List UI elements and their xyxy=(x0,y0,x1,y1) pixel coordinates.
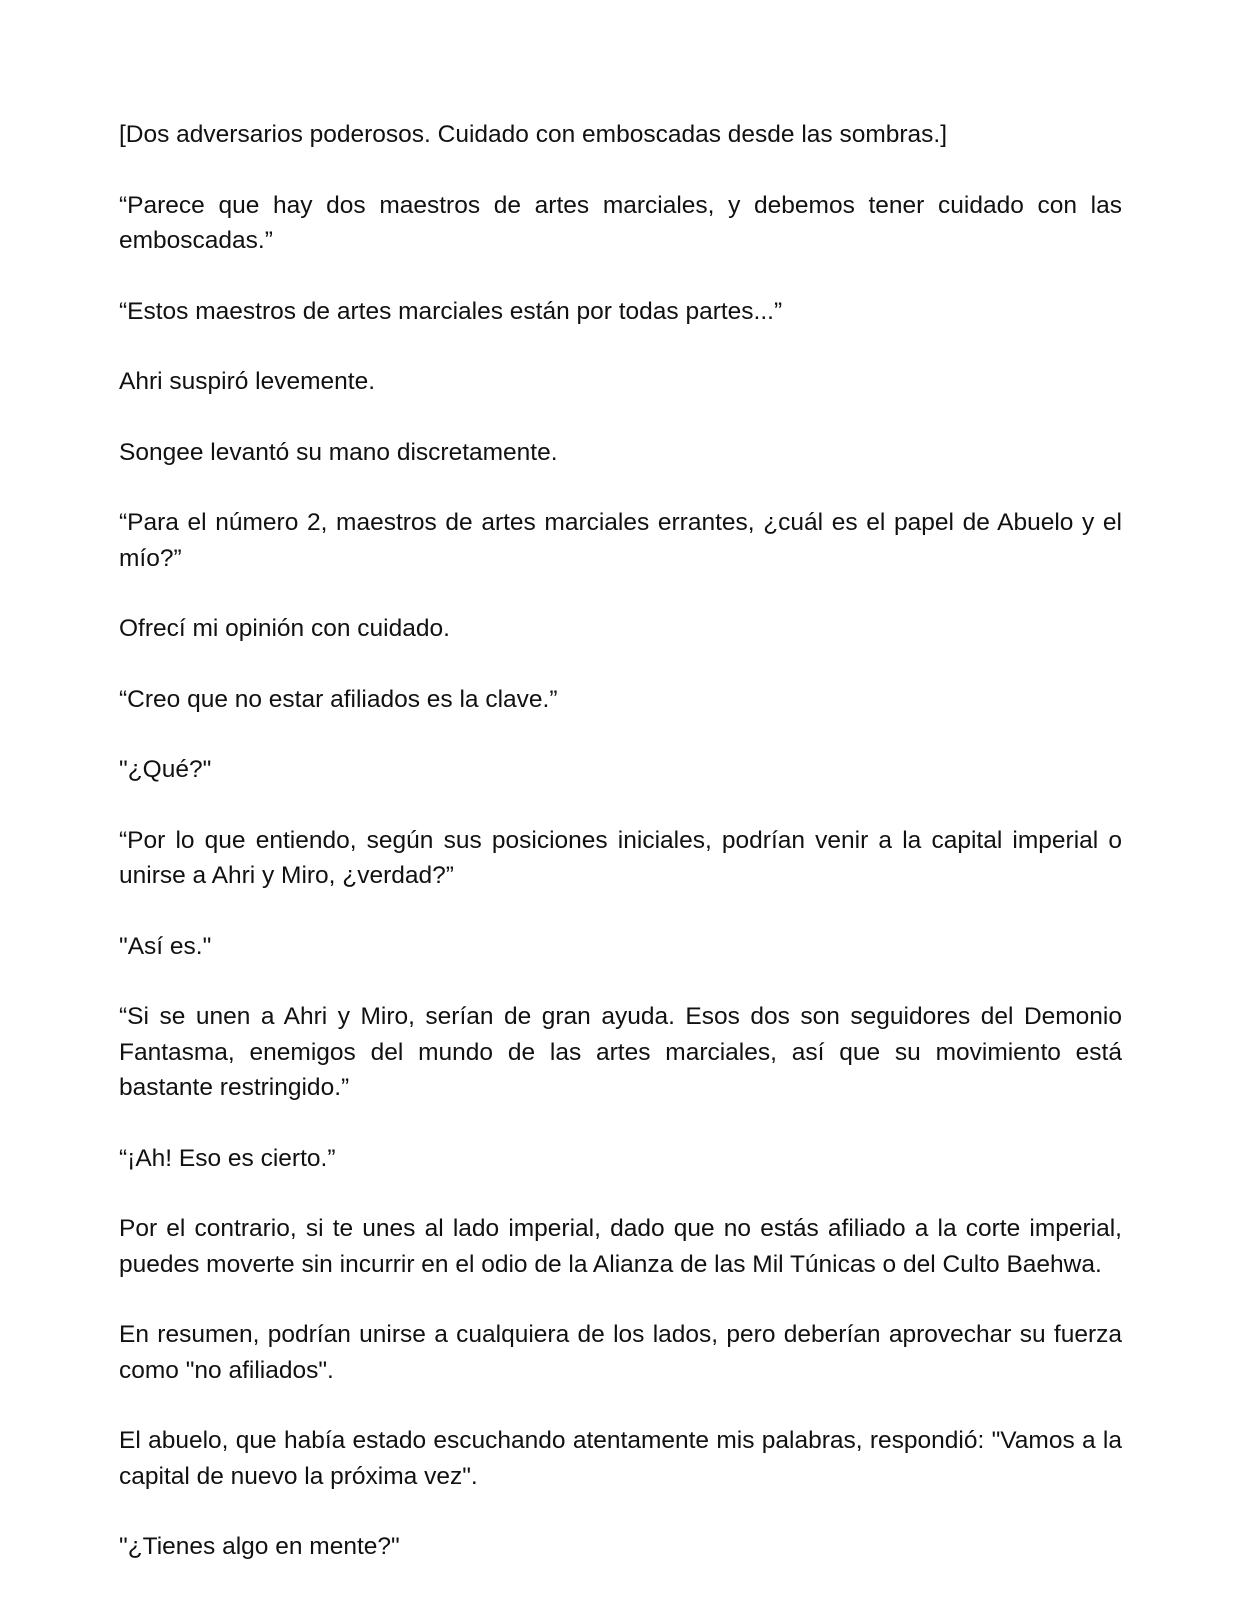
paragraph-17: "¿Tienes algo en mente?" xyxy=(119,1533,400,1560)
paragraph-1: [Dos adversarios poderosos. Cuidado con emboscadas desde las sombras.] xyxy=(119,121,947,148)
paragraph-12: “Si se unen a Ahri y Miro, serían de gran ayuda. Esos dos son seguidores del Demonio Fantasma, enemigos del mundo de las artes marciales, así que su movimiento está bastante restringido.” xyxy=(119,1003,1122,1101)
paragraph-16: El abuelo, que había estado escuchando atentamente mis palabras, respondió: "Vamos a la capital de nuevo la próxima vez". xyxy=(119,1427,1122,1490)
paragraph-8: “Creo que no estar afiliados es la clave.” xyxy=(119,685,558,713)
paragraph-15: En resumen, podrían unirse a cualquiera de los lados, pero deberían aprovechar su fuerza como "no afiliados". xyxy=(119,1321,1122,1384)
document-body xyxy=(119,117,1122,1600)
paragraph-5: Songee levantó su mano discretamente. xyxy=(119,438,558,466)
paragraph-3: “Estos maestros de artes marciales están por todas partes...” xyxy=(119,297,783,325)
paragraph-10: “Por lo que entiendo, según sus posiciones iniciales, podrían venir a la capital imperial o unirse a Ahri y Miro, ¿verdad?” xyxy=(119,826,1122,889)
paragraph-14: Por el contrario, si te unes al lado imperial, dado que no estás afiliado a la corte imperial, puedes moverte sin incurrir en el odio de la Alianza de las Mil Túnicas o del Culto Baehwa. xyxy=(119,1215,1122,1278)
paragraph-2: “Parece que hay dos maestros de artes marciales, y debemos tener cuidado con las emboscadas.” xyxy=(119,191,1122,254)
paragraph-9: "¿Qué?" xyxy=(119,756,212,783)
paragraph-4: Ahri suspiró levemente. xyxy=(119,368,376,395)
paragraph-13: “¡Ah! Eso es cierto.” xyxy=(119,1144,336,1172)
paragraph-11: "Así es." xyxy=(119,932,212,960)
paragraph-7: Ofrecí mi opinión con cuidado. xyxy=(119,615,450,642)
paragraph-6: “Para el número 2, maestros de artes marciales errantes, ¿cuál es el papel de Abuelo y el mío?” xyxy=(119,509,1122,572)
